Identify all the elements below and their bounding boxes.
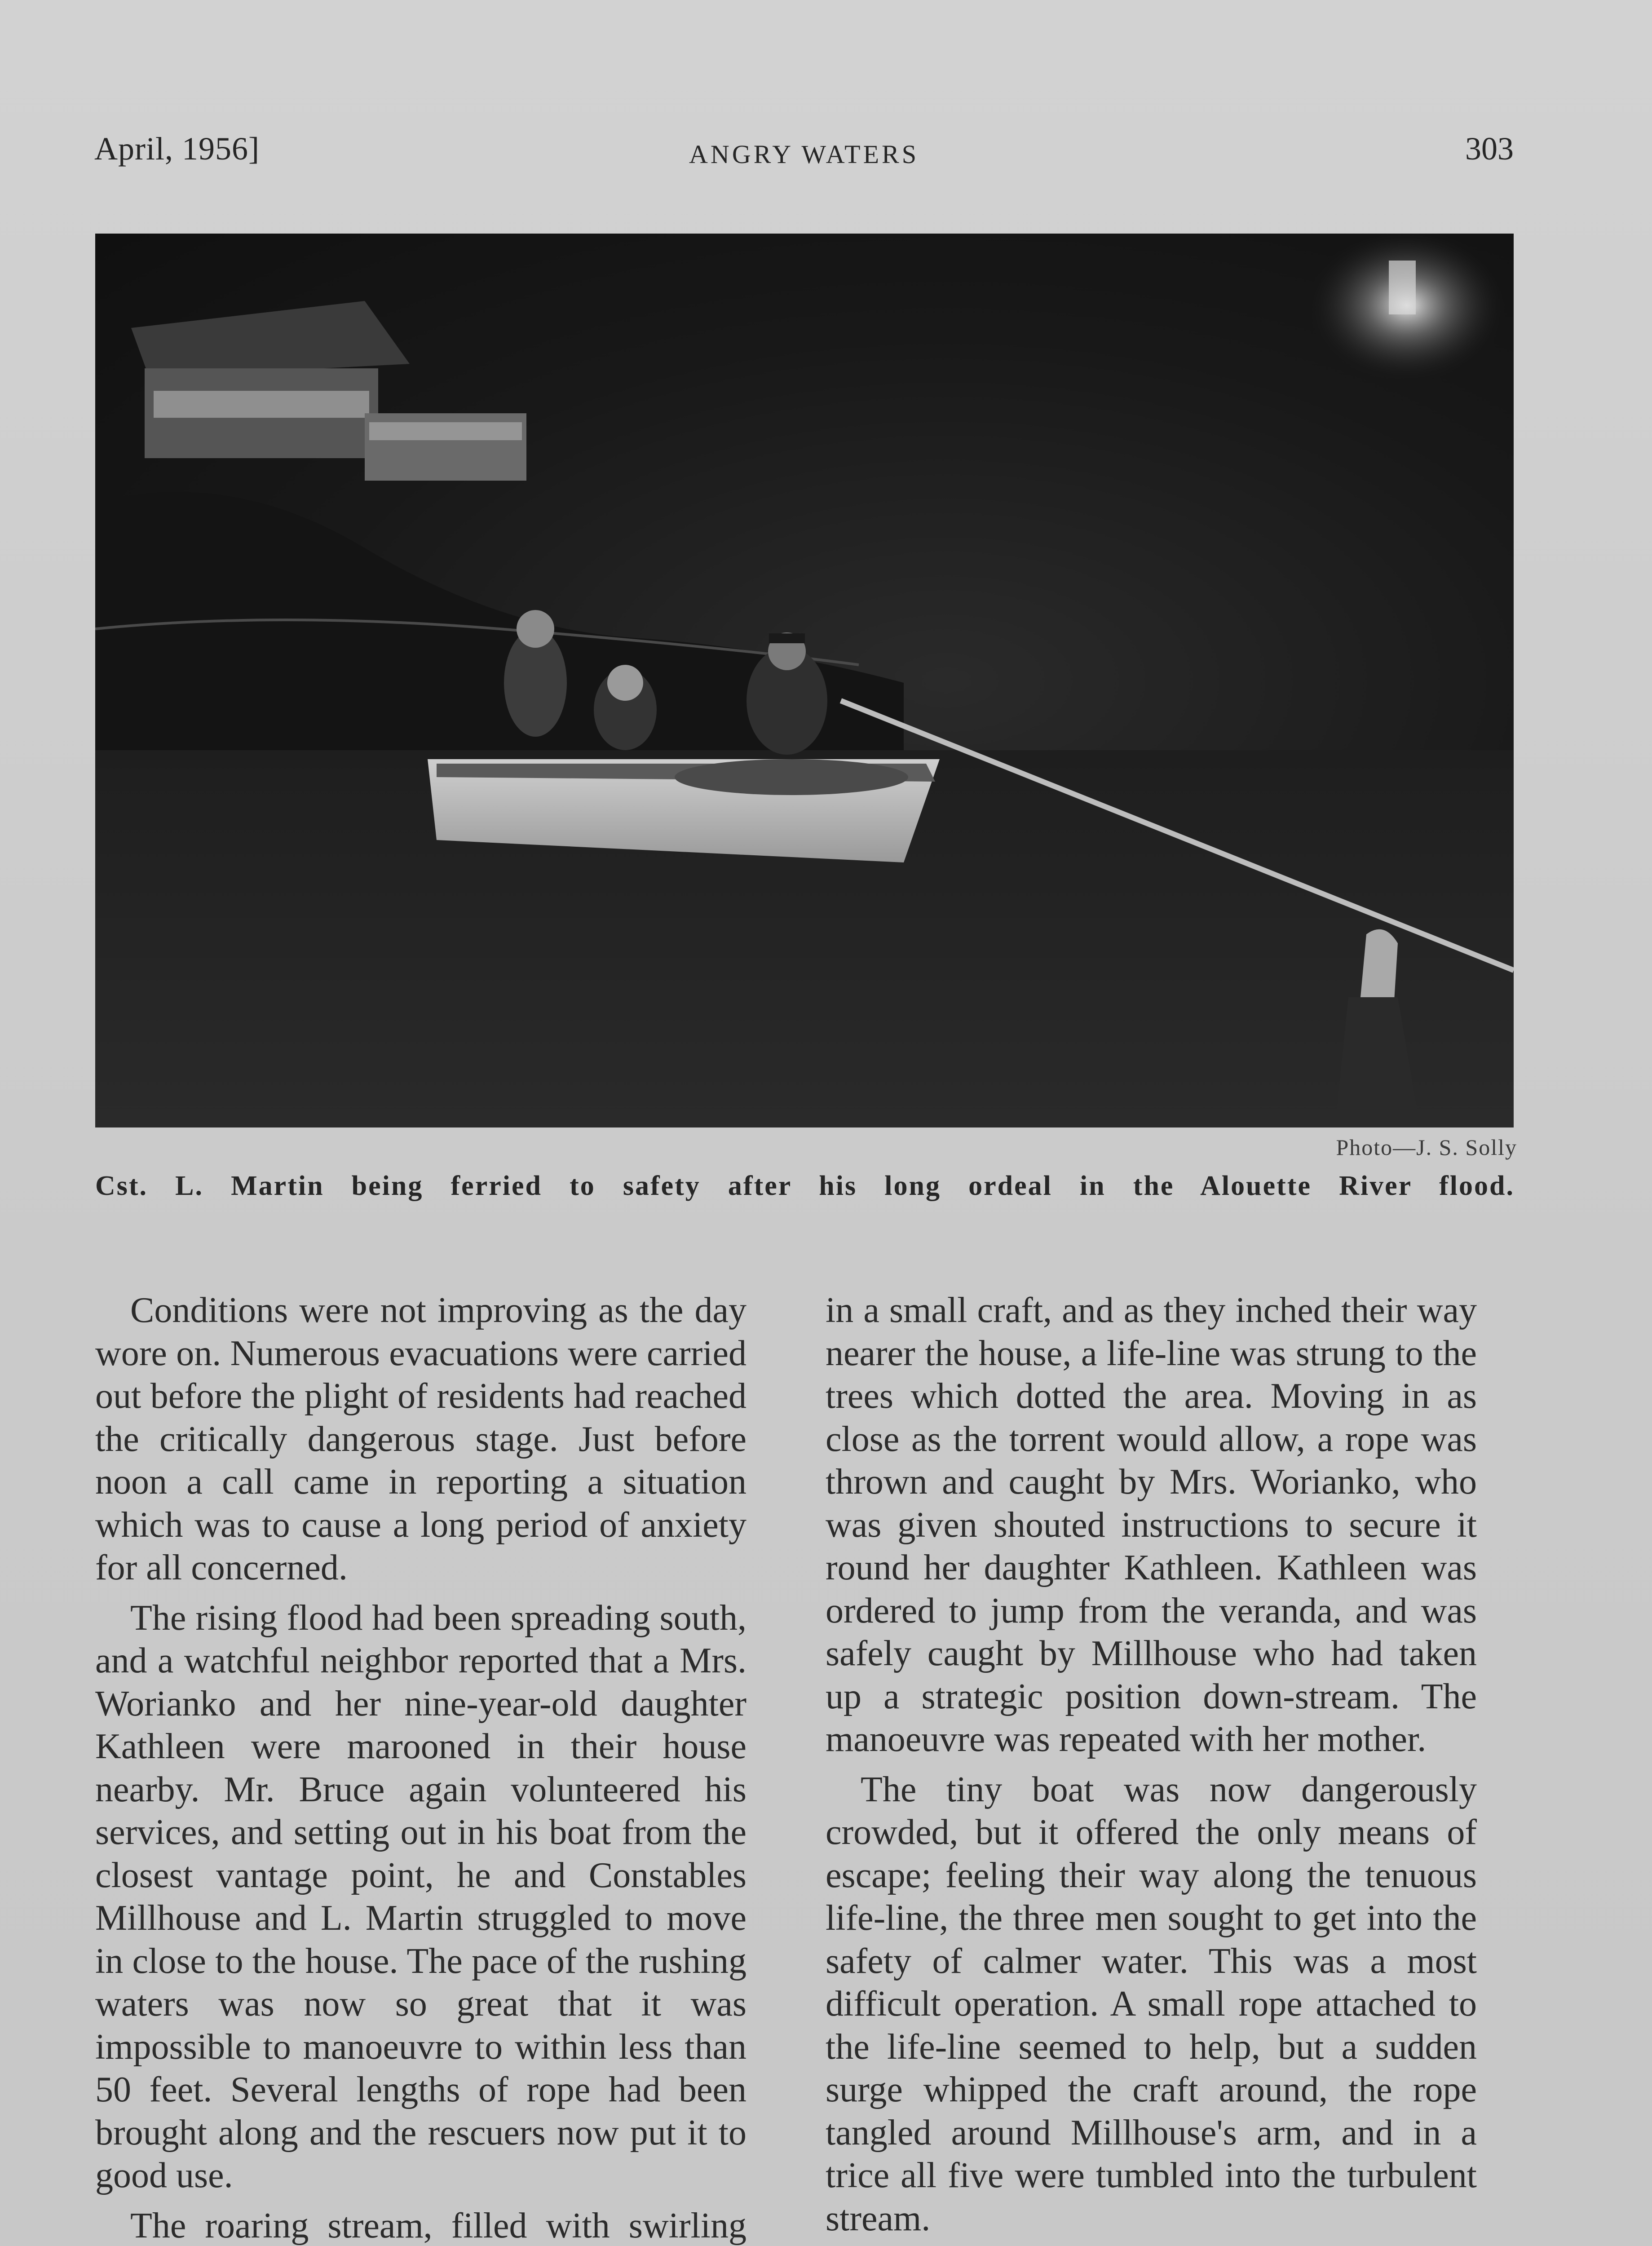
article-column-right	[826, 1289, 1477, 2246]
header-title: ANGRY WATERS	[689, 140, 919, 169]
paragraph: The tiny boat was now dangerously crowded, but it offered the only means of escape; feeling their way along the tenuous life-line, the three men sought to get into the safety of calmer water. This was a most difficult operation. A small rope attached to the life-line seemed to help, but a sudden surge whipped the craft around, the rope tangled around Millhouse's arm, and in a trice all five were tumbled into the turbulent stream.	[826, 1769, 1477, 2238]
article-column-left	[95, 1289, 746, 2246]
flood-rescue-photo	[95, 234, 1514, 1127]
page-number: 303	[1465, 131, 1514, 167]
header-date: April, 1956]	[94, 131, 260, 167]
paragraph: Conditions were not improving as the day wore on. Numerous evacuations were carried out before the plight of residents had reached the critically dangerous stage. Just before noon a call came in reporting a situation which was to cause a long period of anxiety for all concerned.	[95, 1291, 746, 1587]
paragraph: in a small craft, and as they inched their way nearer the house, a life-line was strung to the trees which dotted the area. Moving in as close as the torrent would allow, a rope was thrown and caught by Mrs. Worianko, who was given shouted instructions to secure it round her daughter Kathleen. Kathleen was ordered to jump from the veranda, and was safely caught by Millhouse who had taken up a strategic position down-stream. The manoeuvre was repeated with her mother.	[826, 1291, 1477, 1759]
photo-caption: Cst. L. Martin being ferried to safety after his long ordeal in the Alouette River flood.	[95, 1171, 1515, 1201]
paragraph: The roaring stream, filled with swirling	[130, 2206, 746, 2246]
running-header	[94, 130, 1514, 184]
photo-credit: Photo—J. S. Solly	[1336, 1135, 1517, 1160]
flood-rescue-photo-drawing	[95, 234, 1514, 1127]
paragraph: The rising flood had been spreading south, and a watchful neighbor reported that a Mrs. Worianko and her nine-year-old daughter Kathleen were marooned in their house nearby. Mr. Bruce again volunteered his services, and setting out in his boat from the closest vantage point, he and Constables Millhouse and L. Martin struggled to move in close to the house. The pace of the rushing waters was now so great that it was impossible to manoeuvre to within less than 50 feet. Several lengths of rope had been brought along and the rescuers now put it to good use.	[95, 1598, 746, 2195]
